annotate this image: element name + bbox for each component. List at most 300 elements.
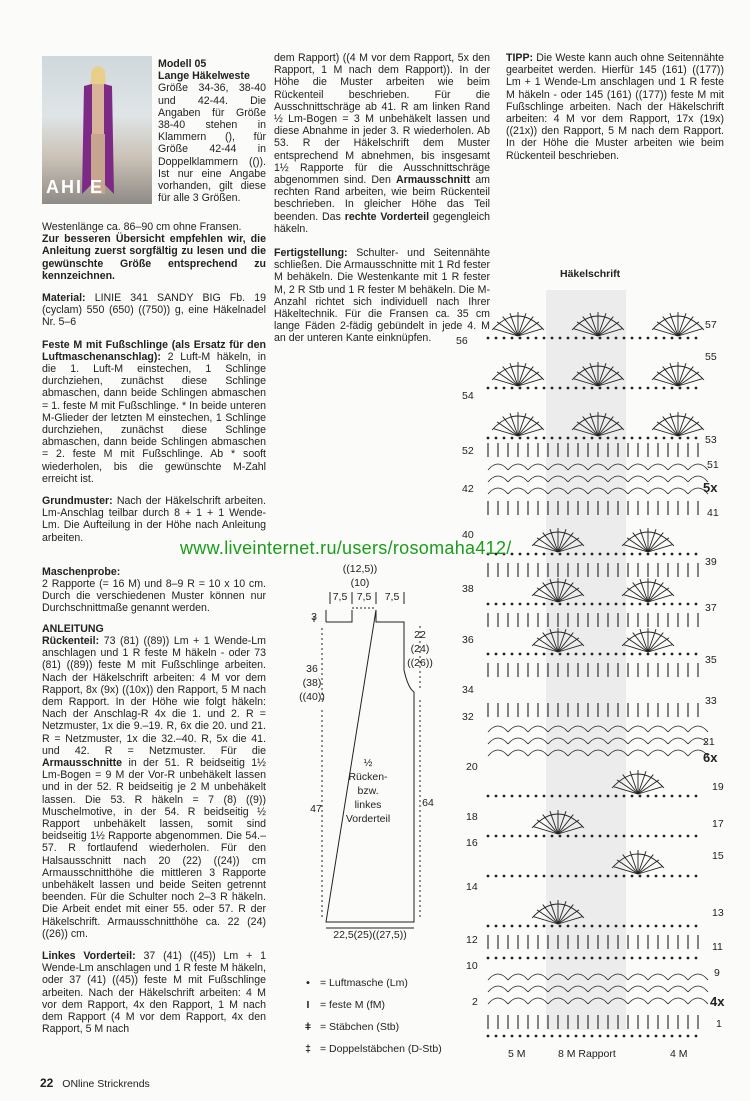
chain-row (599, 957, 602, 960)
chain-row (615, 553, 618, 556)
chain-row (615, 1035, 618, 1038)
chain-row (503, 835, 506, 838)
chain-row (575, 957, 578, 960)
chain-row (599, 795, 602, 798)
net-arc (528, 488, 548, 494)
row-label-14: 14 (466, 881, 478, 893)
net-arc (528, 750, 548, 756)
chain-row (575, 925, 578, 928)
chain-row (679, 437, 682, 440)
chain-row (543, 603, 546, 606)
garment-schematic (296, 560, 456, 940)
chain-row (623, 603, 626, 606)
chain-row (583, 957, 586, 960)
chain-row (551, 957, 554, 960)
chain-row (559, 925, 562, 928)
net-arc (488, 488, 508, 494)
row-label-32: 32 (462, 711, 474, 723)
chain-row (607, 875, 610, 878)
row-label-42: 42 (462, 483, 474, 495)
chain-row (511, 653, 514, 656)
shell-fan (518, 322, 539, 336)
shell-fan (653, 429, 678, 436)
rueckenteil-text: 73 (81) ((89)) Lm + 1 Wende-Lm anschlagen und 1 R feste M häkeln - oder 73 (81) ((89)) feste M mit Fußschlinge arbeiten. Nach der Häkelschrift arbeiten: 4 M vor dem Rapport, 8x (9x) ((10x)) den Rapport, 5 M nach dem Rapport. In der Höhe wie folgt häkeln: Nach der Anschlag-R 4x die 1. und 2. R = Netzmuster, 1x die 9.–19. R, 6x die 20. und 21. R = Netzmuster, 1x die 32.–40. R, 5x die 41. und 42. R = Netzmuster. Für die (42, 634, 267, 757)
rueckenteil-label: Rückenteil: (42, 634, 100, 647)
chain-row (615, 387, 618, 390)
row-label-38: 38 (462, 583, 474, 595)
schematic-arm-3: ((40)) (299, 691, 325, 703)
grundmuster-label: Grundmuster: (42, 495, 113, 508)
chain-row (671, 553, 674, 556)
chain-row (519, 653, 522, 656)
symbol-legend (300, 972, 442, 1060)
chain-row (559, 795, 562, 798)
schematic-center-3: bzw. (357, 785, 379, 797)
chain-row (671, 337, 674, 340)
chain-row (575, 1035, 578, 1038)
chain-row (487, 653, 490, 656)
chain-row (543, 337, 546, 340)
chain-row (487, 925, 490, 928)
chain-row (647, 437, 650, 440)
row-label-55: 55 (705, 351, 717, 363)
shell-fan (678, 372, 699, 386)
net-arc (668, 974, 688, 980)
chain-row (671, 653, 674, 656)
chain-row (639, 653, 642, 656)
chain-row (679, 603, 682, 606)
chain-row (671, 387, 674, 390)
schematic-seg1: 7,5 (332, 591, 348, 603)
shell-fan (518, 372, 539, 386)
chain-row (599, 337, 602, 340)
chain-row (631, 1035, 634, 1038)
chain-row (527, 603, 530, 606)
chain-row (511, 603, 514, 606)
net-arc (508, 974, 528, 980)
legend-fm: = feste M (fM) (320, 999, 386, 1011)
chain-row (647, 1035, 650, 1038)
chain-row (591, 603, 594, 606)
material-label: Material: (42, 292, 86, 305)
chain-row (543, 925, 546, 928)
row-label-39: 39 (705, 556, 717, 568)
chain-row (503, 387, 506, 390)
vest-length: Westenlänge ca. 86–90 cm ohne Fransen. (42, 221, 242, 233)
chain-row (543, 387, 546, 390)
chain-row (663, 875, 666, 878)
chain-row (647, 337, 650, 340)
chain-row (639, 553, 642, 556)
chain-row (663, 1035, 666, 1038)
row-label-35: 35 (705, 654, 717, 666)
schematic-right-arm-1: 22 (414, 629, 426, 641)
tipp-text: Die Weste kann auch ohne Seitennähte gearbeitet werden. Hierfür 145 (161) ((177)) Lm + 1 Wende-Lm anschlagen und 1 R feste M häkeln - oder 145 (161) ((177)) feste M mit Fußschlinge arbeiten. Nach der Häkelschrift arbeiten: 4 M vor dem Rapport, 17x (19x) ((21x)) den Rapport, 5 M nach dem Rapport. In der Höhe die Muster arbeiten wie beim Rückenteil beschrieben. (506, 52, 724, 162)
chain-row (519, 387, 522, 390)
chain-row (599, 603, 602, 606)
chain-row (511, 835, 514, 838)
shell-fan (638, 780, 659, 794)
chain-row (671, 437, 674, 440)
chain-row (607, 337, 610, 340)
shell-fan (638, 867, 663, 874)
chain-row (655, 1035, 658, 1038)
chain-row (639, 875, 642, 878)
row-label-9: 9 (714, 967, 720, 979)
chain-row (623, 387, 626, 390)
row-label-10: 10 (466, 960, 478, 972)
chain-row (527, 875, 530, 878)
model-photo (42, 56, 152, 204)
chain-row (695, 603, 698, 606)
chain-row (599, 875, 602, 878)
shell-fan (518, 429, 543, 436)
row-label-2: 2 (472, 996, 478, 1008)
net-arc (488, 750, 508, 756)
chain-row (559, 835, 562, 838)
chain-row (503, 437, 506, 440)
chain-row (495, 437, 498, 440)
chain-row (519, 1035, 522, 1038)
schematic-right-arm-2: (24) (410, 643, 430, 655)
chain-row (615, 437, 618, 440)
chain-row (655, 603, 658, 606)
net-arc (628, 738, 648, 744)
schematic-right-total: 64 (422, 797, 434, 809)
anleitung-heading: ANLEITUNG (42, 622, 104, 635)
net-arc (488, 476, 508, 482)
net-arc (628, 750, 648, 756)
chain-row (511, 957, 514, 960)
chain-row (575, 835, 578, 838)
shell-fan (497, 372, 518, 386)
chain-row (655, 875, 658, 878)
chain-row (519, 337, 522, 340)
chain-row (567, 603, 570, 606)
chain-row (647, 835, 650, 838)
row-label-34: 34 (462, 684, 474, 696)
chain-row (535, 925, 538, 928)
chain-row (687, 387, 690, 390)
net-arc (508, 986, 528, 992)
chain-row (591, 957, 594, 960)
shell-fan (648, 588, 669, 602)
chain-row (663, 603, 666, 606)
chain-row (495, 337, 498, 340)
net-arc (488, 986, 508, 992)
chain-row (503, 337, 506, 340)
chain-row (687, 337, 690, 340)
chain-row (679, 553, 682, 556)
chain-row (575, 875, 578, 878)
shell-fan (518, 422, 539, 436)
chain-row (559, 337, 562, 340)
chain-row (575, 553, 578, 556)
chain-row (615, 795, 618, 798)
chain-row (519, 875, 522, 878)
chain-row (591, 875, 594, 878)
net-arc (668, 750, 688, 756)
row-label-36: 36 (462, 634, 474, 646)
chain-row (639, 337, 642, 340)
chain-row (567, 1035, 570, 1038)
chain-row (495, 653, 498, 656)
chain-row (623, 875, 626, 878)
chain-row (527, 1035, 530, 1038)
chain-row (551, 603, 554, 606)
chain-row (607, 795, 610, 798)
net-arc (628, 476, 648, 482)
chain-row (583, 387, 586, 390)
net-arc (508, 738, 528, 744)
row-label-52: 52 (462, 445, 474, 457)
chain-row (495, 875, 498, 878)
net-arc (528, 464, 548, 470)
shell-fan (497, 322, 518, 336)
chain-row (583, 875, 586, 878)
chain-row (687, 795, 690, 798)
chain-row (567, 337, 570, 340)
chain-row (639, 603, 642, 606)
shell-fan (657, 422, 678, 436)
chain-row (559, 437, 562, 440)
chain-row (575, 387, 578, 390)
bottom-label-4m: 4 M (670, 1048, 688, 1060)
chain-row (527, 437, 530, 440)
chain-row (527, 925, 530, 928)
chain-row (623, 795, 626, 798)
chain-row (583, 603, 586, 606)
chain-row (575, 795, 578, 798)
model-title: Lange Häkelweste (158, 70, 250, 83)
chain-row (583, 835, 586, 838)
source-url[interactable]: www.liveinternet.ru/users/rosomaha412/ (180, 538, 512, 558)
chain-row (607, 835, 610, 838)
schematic-seg3: 7,5 (384, 591, 400, 603)
chain-row (495, 387, 498, 390)
chain-row (623, 653, 626, 656)
chain-row (679, 387, 682, 390)
shell-fan (627, 538, 648, 552)
chain-row (527, 957, 530, 960)
chain-row (519, 835, 522, 838)
chain-row (527, 553, 530, 556)
chain-row (687, 875, 690, 878)
chain-row (615, 835, 618, 838)
chain-row (599, 835, 602, 838)
chain-row (615, 875, 618, 878)
chain-row (551, 875, 554, 878)
net-arc (648, 750, 668, 756)
chain-row (631, 875, 634, 878)
chain-row (559, 1035, 562, 1038)
chain-row (631, 835, 634, 838)
chain-row (575, 337, 578, 340)
chain-row (535, 875, 538, 878)
chain-row (511, 437, 514, 440)
net-arc (488, 738, 508, 744)
shell-fan (623, 595, 648, 602)
net-arc (648, 464, 668, 470)
net-arc (648, 726, 668, 732)
chain-row (599, 653, 602, 656)
schematic-center-4: linkes (354, 799, 382, 811)
feste-m-label: Feste M mit Fußschlinge (als Ersatz für den Luftmaschenanschlag): (42, 338, 266, 363)
chain-row (655, 835, 658, 838)
chain-row (583, 925, 586, 928)
maschenprobe-text: 2 Rapporte (= 16 M) und 8–9 R = 10 x 10 cm. Durch die verschiedenen Muster können nur Durchschnittmaße genannt werden. (42, 578, 266, 615)
chain-row (631, 795, 634, 798)
chain-row (559, 603, 562, 606)
chain-row (591, 795, 594, 798)
net-arc (528, 476, 548, 482)
chain-row (527, 387, 530, 390)
net-arc (628, 726, 648, 732)
chain-row (679, 337, 682, 340)
chain-row (695, 795, 698, 798)
net-arc (668, 986, 688, 992)
row-label-20: 20 (466, 761, 478, 773)
schematic-top1: ((12,5)) (342, 563, 378, 575)
chain-row (639, 835, 642, 838)
chain-row (663, 795, 666, 798)
chain-row (615, 653, 618, 656)
shell-fan (623, 545, 648, 552)
row-label-17: 17 (712, 818, 724, 830)
row-label-54: 54 (462, 390, 474, 402)
page-number: 22 (40, 1076, 54, 1090)
chain-row (591, 387, 594, 390)
shell-fan (678, 379, 703, 386)
net-arc (628, 986, 648, 992)
maschenprobe-label: Maschenprobe: (42, 565, 121, 578)
chain-row (503, 795, 506, 798)
maschenprobe-section (42, 566, 266, 615)
rechtes-text: gegengleich häkeln. (274, 210, 491, 235)
shell-fan (648, 545, 673, 552)
chain-row (567, 835, 570, 838)
chain-row (503, 957, 506, 960)
row-label-56: 56 (456, 335, 468, 347)
net-arc (668, 998, 688, 1004)
row-label-21: 21 (703, 736, 715, 748)
chain-row (511, 337, 514, 340)
chain-row (567, 875, 570, 878)
chain-row (607, 553, 610, 556)
chain-row (559, 387, 562, 390)
chain-row (535, 337, 538, 340)
chain-row (543, 795, 546, 798)
chain-row (663, 925, 666, 928)
net-arc (688, 974, 708, 980)
chain-row (679, 835, 682, 838)
chain-row (639, 437, 642, 440)
chain-row (631, 437, 634, 440)
chain-row (495, 925, 498, 928)
chain-row (679, 653, 682, 656)
armausschnitt-text: am rechten Rand arbeiten, wie beim Rückenteil beschrieben. In gleicher Höhe das Teil beenden. Das (274, 174, 490, 223)
chain-row (607, 925, 610, 928)
chain-row (687, 957, 690, 960)
net-arc (508, 998, 528, 1004)
chain-row (663, 653, 666, 656)
chain-row (671, 925, 674, 928)
chain-row (559, 957, 562, 960)
chain-row (615, 957, 618, 960)
chain-row (655, 387, 658, 390)
shell-fan (493, 429, 518, 436)
tipp-section (506, 52, 724, 162)
chain-row (631, 653, 634, 656)
chain-row (679, 957, 682, 960)
legend-lm: = Luftmasche (Lm) (320, 977, 408, 989)
shell-fan (648, 645, 673, 652)
chain-row (511, 795, 514, 798)
chain-row (575, 603, 578, 606)
chain-row (623, 553, 626, 556)
chain-row (695, 835, 698, 838)
chain-row (663, 387, 666, 390)
chain-row (511, 925, 514, 928)
chain-row (543, 437, 546, 440)
chain-row (647, 957, 650, 960)
chain-row (487, 437, 490, 440)
net-arc (628, 488, 648, 494)
chain-row (671, 835, 674, 838)
rechtes-label: rechte Vorderteil (344, 210, 430, 223)
reading-note: Zur besseren Übersicht empfehlen wir, die Anleitung zuerst sorgfältig zu lesen und die gewünschte Größe entsprechend zu kennzeichnen. (42, 233, 266, 282)
chain-row (567, 387, 570, 390)
chain-row (679, 795, 682, 798)
row-label-40: 40 (462, 529, 474, 541)
shell-fan (648, 638, 669, 652)
linkes-continuation: dem Rapport) ((4 M vor dem Rapport, 5x den Rapport, 1 M nach dem Rapport)). In der Höhe die Muster arbeiten wie beim Rückenteil beschrieben. Für die Ausschnittschräge ab 41. R am linken Rand ½ Lm-Bogen = 3 M unbehäkelt lassen und diese Abnahme in jeder 3. R wiederholen. Ab 53. R der Häkelschrift dem Muster entsprechend M abnehmen, bis insgesamt 1½ Rapporte für die Ausschnittschräge abgenommen sind. Den (274, 52, 490, 187)
row-label-53: 53 (705, 434, 717, 446)
schematic-left-total: 47 (310, 803, 322, 815)
armausschnitte-label: Armausschnitte (42, 756, 123, 769)
chain-row (655, 957, 658, 960)
chain-row (647, 553, 650, 556)
model-intro: Größe 34-36, 38-40 und 42-44. Die Angaben für Größe 38-40 stehen in Klammern (), für Größe 42-44 in Doppelklammern (()). Ist nur eine Angabe vorhanden, gilt diese für alle 3 Größen. (158, 82, 266, 205)
row-label-41: 41 (707, 507, 719, 519)
chain-row (495, 835, 498, 838)
net-arc (668, 488, 688, 494)
chain-row (487, 957, 490, 960)
chain-row (535, 957, 538, 960)
grundmuster-section (42, 495, 266, 544)
chain-row (511, 875, 514, 878)
shell-fan (638, 860, 659, 874)
shell-fan (678, 329, 703, 336)
chain-row (575, 437, 578, 440)
chain-row (551, 437, 554, 440)
feste-m-text: 2 Luft-M häkeln, in die 1. Luft-M einstechen, 1 Schlinge durchziehen, zunächst diese Schlinge abmaschen, dann beide Schlingen abmaschen = 1. feste M mit Fußschlinge. * In beide unteren M-Glieder der letzten M einstechen, 1 Schlinge durchziehen, zunächst diese Schlinge abmaschen, dann beide Schlingen abmaschen = 2. feste M mit Fußschlinge. Ab * sooft wiederholen, bis die gewünschte M-Zahl erreicht ist. (42, 350, 266, 485)
chain-row (687, 925, 690, 928)
shell-fan (657, 372, 678, 386)
chain-row (591, 653, 594, 656)
net-arc (528, 986, 548, 992)
chain-row (503, 653, 506, 656)
chain-row (567, 553, 570, 556)
net-arc (628, 464, 648, 470)
shell-fan (678, 322, 699, 336)
shell-fan (518, 379, 543, 386)
chain-row (655, 337, 658, 340)
chain-row (567, 925, 570, 928)
chain-row (607, 653, 610, 656)
chain-row (495, 957, 498, 960)
row-label-16: 16 (466, 837, 478, 849)
